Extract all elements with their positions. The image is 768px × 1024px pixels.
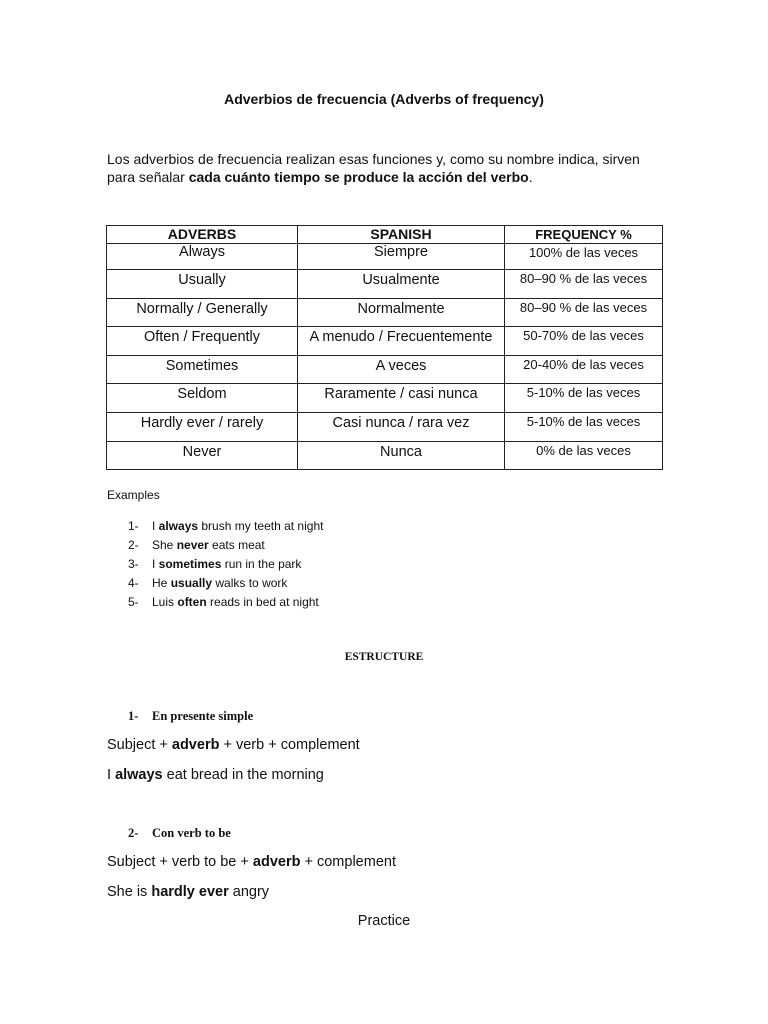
formula-text: + verb + complement [219, 737, 360, 753]
structure-formula [107, 854, 396, 870]
adverb-cell: Sometimes [107, 355, 298, 384]
section-heading [128, 826, 231, 841]
spanish-cell: Nunca [298, 441, 505, 470]
example-text: eat bread in the morning [162, 767, 324, 783]
section-title: En presente simple [152, 709, 254, 723]
example-number: 2- [128, 538, 139, 552]
header-adverbs: ADVERBS [107, 226, 298, 244]
example-adverb: always [115, 767, 163, 783]
formula-adverb: adverb [252, 854, 301, 870]
list-item [128, 574, 323, 593]
spanish-cell: A menudo / Frecuentemente [298, 327, 505, 356]
frequency-table [106, 225, 663, 470]
example-text: reads in bed at night [206, 595, 319, 609]
section-number: 2- [128, 826, 139, 840]
example-adverb: often [177, 595, 207, 609]
adverb-cell: Never [107, 441, 298, 470]
section-heading [128, 709, 253, 724]
practice-heading: Practice [357, 913, 411, 929]
section-number: 1- [128, 709, 139, 723]
table-row [107, 270, 663, 299]
example-text: angry [228, 884, 270, 900]
intro-end: . [528, 169, 533, 185]
adverb-cell: Always [107, 244, 298, 270]
table-row [107, 327, 663, 356]
spanish-cell: Casi nunca / rara vez [298, 412, 505, 441]
adverb-cell: Seldom [107, 384, 298, 413]
table-row [107, 412, 663, 441]
example-number: 5- [128, 595, 139, 609]
structure-example [107, 884, 269, 900]
adverb-cell: Hardly ever / rarely [107, 412, 298, 441]
adverb-cell: Normally / Generally [107, 298, 298, 327]
example-adverb: always [158, 519, 199, 533]
example-text: I [152, 557, 159, 571]
formula-text: + complement [300, 854, 396, 870]
table-row [107, 441, 663, 470]
example-adverb: sometimes [158, 557, 222, 571]
table-row [107, 355, 663, 384]
adverb-cell: Often / Frequently [107, 327, 298, 356]
list-item [128, 593, 323, 612]
examples-heading: Examples [107, 488, 160, 502]
frequency-cell: 20-40% de las veces [505, 355, 663, 384]
table-header-row [107, 226, 663, 244]
example-text: run in the park [221, 557, 302, 571]
header-frequency: FREQUENCY % [505, 226, 663, 244]
header-spanish: SPANISH [298, 226, 505, 244]
frequency-cell: 0% de las veces [505, 441, 663, 470]
table-row [107, 244, 663, 270]
list-item [128, 517, 323, 536]
structure-formula [107, 737, 360, 753]
table-row [107, 384, 663, 413]
spanish-cell: Normalmente [298, 298, 505, 327]
examples-list [128, 517, 323, 612]
page-title: Adverbios de frecuencia (Adverbs of frequency) [224, 91, 544, 107]
example-adverb: usually [170, 576, 213, 590]
example-number: 1- [128, 519, 139, 533]
example-text: I [107, 767, 116, 783]
frequency-cell: 5-10% de las veces [505, 384, 663, 413]
section-title: Con verb to be [152, 826, 231, 840]
structure-example [107, 767, 324, 783]
spanish-cell: Usualmente [298, 270, 505, 299]
frequency-cell: 80–90 % de las veces [505, 270, 663, 299]
example-text: walks to work [212, 576, 288, 590]
adverb-cell: Usually [107, 270, 298, 299]
formula-text: Subject + verb to be + [107, 854, 253, 870]
frequency-cell: 100% de las veces [505, 244, 663, 270]
example-text: He [152, 576, 171, 590]
example-adverb: never [176, 538, 209, 552]
table-row [107, 298, 663, 327]
spanish-cell: Raramente / casi nunca [298, 384, 505, 413]
formula-adverb: adverb [171, 737, 220, 753]
example-text: eats meat [208, 538, 265, 552]
example-text: She is [107, 884, 152, 900]
intro-text: Los adverbios de frecuencia realizan esas funciones y, como su nombre indica, sirven para señalar [107, 151, 640, 185]
spanish-cell: Siempre [298, 244, 505, 270]
example-text: She [152, 538, 177, 552]
example-number: 3- [128, 557, 139, 571]
frequency-cell: 80–90 % de las veces [505, 298, 663, 327]
example-number: 4- [128, 576, 139, 590]
structure-heading: ESTRUCTURE [344, 651, 424, 663]
intro-paragraph [107, 150, 667, 186]
example-text: I [152, 519, 159, 533]
frequency-cell: 5-10% de las veces [505, 412, 663, 441]
list-item [128, 555, 323, 574]
example-text: Luis [152, 595, 178, 609]
intro-bold-text: cada cuánto tiempo se produce la acción del verbo [188, 169, 529, 185]
formula-text: Subject + [107, 737, 172, 753]
frequency-cell: 50-70% de las veces [505, 327, 663, 356]
spanish-cell: A veces [298, 355, 505, 384]
example-adverb: hardly ever [151, 884, 229, 900]
example-text: brush my teeth at night [198, 519, 324, 533]
list-item [128, 536, 323, 555]
